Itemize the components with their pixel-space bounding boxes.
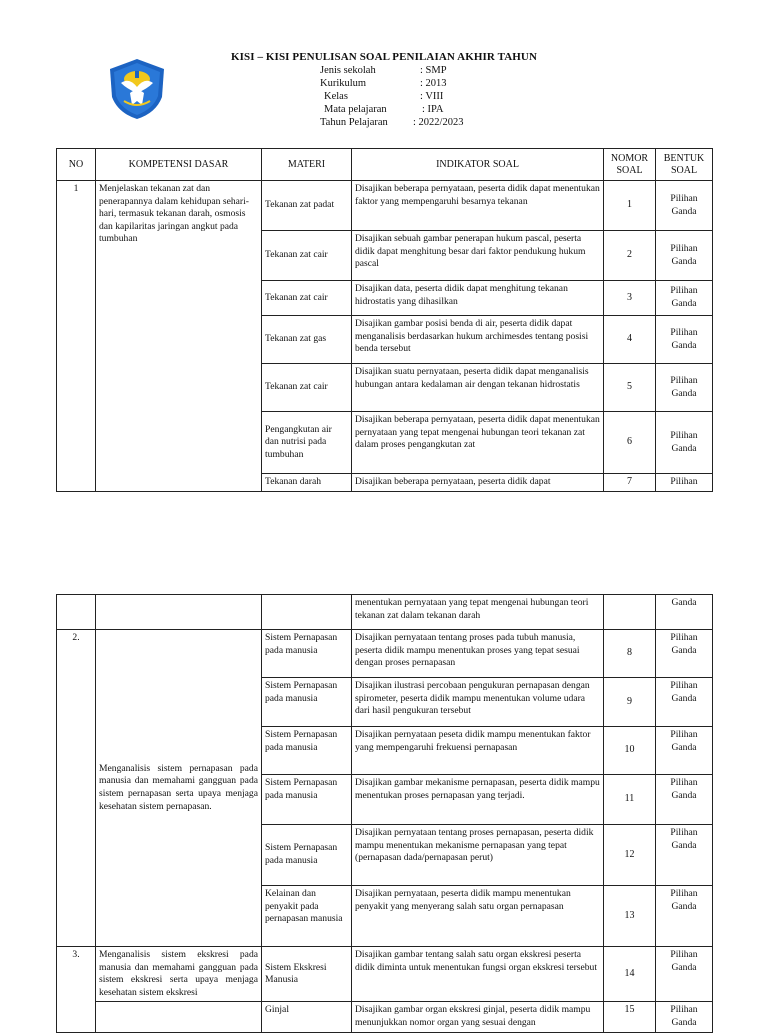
cell-bentuk: Pilihan Ganda — [656, 775, 713, 825]
cell-materi: Tekanan zat gas — [262, 316, 352, 364]
column-header-materi: MATERI — [262, 149, 352, 181]
cell-no: 3. — [57, 947, 96, 1033]
cell-no: 1 — [57, 181, 96, 492]
cell-nomor: 14 — [604, 947, 656, 1002]
cell-indikator: Disajikan gambar organ ekskresi ginjal, peserta didik mampu menunjukkan nomor organ yang sesuai dengan — [352, 1002, 604, 1032]
meta-value: : VIII — [420, 91, 444, 102]
cell-nomor — [604, 595, 656, 630]
cell-indikator: Disajikan pernyataan tentang proses pernapasan, peserta didik mampu menentukan mekanisme pernapasan yang tepat (pernapasan dada/pernapasan perut) — [352, 825, 604, 886]
cell-kompetensi-dasar — [96, 595, 262, 630]
cell-indikator: Disajikan data, peserta didik dapat menghitung tekanan hidrostatis yang dihasilkan — [352, 281, 604, 316]
cell-no — [57, 595, 96, 630]
cell-kompetensi-dasar: Menjelaskan tekanan zat dan penerapannya dalam kehidupan sehari-hari, termasuk tekanan darah, osmosis dan kapilaritas jaringan angkut pada tumbuhan — [96, 181, 262, 492]
cell-bentuk: Pilihan Ganda — [656, 947, 713, 1002]
column-header-indikator-soal: INDIKATOR SOAL — [352, 149, 604, 181]
cell-bentuk: Pilihan Ganda — [656, 364, 713, 412]
meta-value: : SMP — [420, 65, 447, 76]
cell-nomor: 10 — [604, 727, 656, 775]
cell-materi: Sistem Pernapasan pada manusia — [262, 678, 352, 727]
meta-label: Tahun Pelajaran — [320, 117, 388, 128]
cell-indikator: Disajikan suatu pernyataan, peserta didik dapat menganalisis hubungan antara kedalaman air dengan tekanan hidrostatis — [352, 364, 604, 412]
cell-materi: Tekanan darah — [262, 474, 352, 492]
cell-bentuk: Pilihan Ganda — [656, 231, 713, 281]
column-header-bentuk-soal: BENTUK SOAL — [656, 149, 713, 181]
table-header-row — [57, 149, 713, 181]
cell-nomor: 9 — [604, 678, 656, 727]
cell-nomor: 3 — [604, 281, 656, 316]
cell-materi: Pengangkutan air dan nutrisi pada tumbuhan — [262, 412, 352, 474]
cell-materi: Ginjal — [262, 1002, 352, 1032]
meta-value: : IPA — [422, 104, 444, 115]
cell-bentuk: Pilihan Ganda — [656, 886, 713, 947]
cell-bentuk: Pilihan Ganda — [656, 412, 713, 474]
meta-label: Kelas — [324, 91, 348, 102]
cell-indikator: Disajikan beberapa pernyataan, peserta didik dapat — [352, 474, 604, 492]
cell-bentuk: Pilihan Ganda — [656, 1002, 713, 1032]
cell-materi: Tekanan zat cair — [262, 364, 352, 412]
cell-indikator: Disajikan pernyataan tentang proses pada tubuh manusia, peserta didik mampu menentukan proses yang tepat sesuai dengan proses pernapasan — [352, 630, 604, 678]
cell-indikator: Disajikan gambar posisi benda di air, peserta didik dapat menganalisis berdasarkan hukum archimesdes tentang posisi benda tersebut — [352, 316, 604, 364]
cell-indikator: menentukan pernyataan yang tepat mengenai hubungan teori tekanan zat dalam tekanan darah — [352, 595, 604, 630]
cell-bentuk: Pilihan Ganda — [656, 727, 713, 775]
cell-bentuk: Pilihan Ganda — [656, 181, 713, 231]
table-row — [57, 947, 713, 1002]
page-gap — [0, 510, 768, 578]
meta-label: Jenis sekolah — [320, 65, 376, 76]
cell-materi: Sistem Pernapasan pada manusia — [262, 825, 352, 886]
column-header-kompetensi-dasar: KOMPETENSI DASAR — [96, 149, 262, 181]
meta-value: : 2013 — [420, 78, 447, 89]
document-title: KISI – KISI PENULISAN SOAL PENILAIAN AKHIR TAHUN — [230, 51, 538, 63]
cell-bentuk: Ganda — [656, 595, 713, 630]
cell-nomor: 4 — [604, 316, 656, 364]
meta-value: : 2022/2023 — [413, 117, 464, 128]
cell-nomor: 1 — [604, 181, 656, 231]
cell-kompetensi-dasar: Menganalisis sistem ekskresi pada manusia dan memahami gangguan pada sistem ekskresi serta upaya menjaga kesehatan sistem ekskresi — [96, 947, 262, 1002]
table-row — [57, 181, 713, 231]
cell-indikator: Disajikan beberapa pernyataan, peserta didik dapat menentukan pernyataan yang tepat mengenai hubungan teori tekanan zat dalam proses pengangkutan zat — [352, 412, 604, 474]
meta-label: Kurikulum — [320, 78, 367, 89]
cell-indikator: Disajikan beberapa pernyataan, peserta didik dapat menentukan faktor yang mempengaruhi besarnya tekanan — [352, 181, 604, 231]
tut-wuri-handayani-logo-icon — [104, 57, 170, 121]
cell-bentuk: Pilihan Ganda — [656, 281, 713, 316]
document-page-1 — [0, 0, 768, 510]
cell-nomor: 6 — [604, 412, 656, 474]
cell-bentuk: Pilihan — [656, 474, 713, 492]
cell-kompetensi-dasar: Menganalisis sistem pernapasan pada manusia dan memahami gangguan pada sistem pernapasan serta upaya menjaga kesehatan sistem pernapasan. — [96, 630, 262, 947]
cell-nomor: 7 — [604, 474, 656, 492]
cell-indikator: Disajikan ilustrasi percobaan pengukuran pernapasan dengan spirometer, peserta didik mampu menentukan volume udara dari hasil pengukuran tersebut — [352, 678, 604, 727]
kisi-table-page-2 — [56, 594, 713, 1033]
table-row-continued — [57, 595, 713, 630]
cell-nomor: 12 — [604, 825, 656, 886]
cell-bentuk: Pilihan Ganda — [656, 630, 713, 678]
cell-indikator: Disajikan pernyataan peseta didik mampu menentukan faktor yang mempengaruhi frekuensi pernapasan — [352, 727, 604, 775]
document-page-2 — [0, 578, 768, 1028]
cell-materi: Tekanan zat padat — [262, 181, 352, 231]
cell-materi: Sistem Ekskresi Manusia — [262, 947, 352, 1002]
cell-nomor: 13 — [604, 886, 656, 947]
column-header-nomor-soal: NOMOR SOAL — [604, 149, 656, 181]
cell-materi: Sistem Pernapasan pada manusia — [262, 630, 352, 678]
cell-materi: Tekanan zat cair — [262, 281, 352, 316]
cell-nomor: 8 — [604, 630, 656, 678]
cell-materi — [262, 595, 352, 630]
cell-nomor: 11 — [604, 775, 656, 825]
cell-kompetensi-dasar — [96, 1002, 262, 1032]
meta-label: Mata pelajaran — [324, 104, 387, 115]
cell-nomor: 5 — [604, 364, 656, 412]
cell-materi: Tekanan zat cair — [262, 231, 352, 281]
table-row — [57, 630, 713, 678]
cell-materi: Kelainan dan penyakit pada pernapasan manusia — [262, 886, 352, 947]
column-header-no: NO — [57, 149, 96, 181]
cell-indikator: Disajikan sebuah gambar penerapan hukum pascal, peserta didik dapat menghitung besar dari faktor pendukung hukum pascal — [352, 231, 604, 281]
cell-bentuk: Pilihan Ganda — [656, 678, 713, 727]
cell-materi: Sistem Pernapasan pada manusia — [262, 775, 352, 825]
cell-nomor: 2 — [604, 231, 656, 281]
cell-indikator: Disajikan pernyataan, peserta didik mampu menentukan penyakit yang menyerang salah satu organ pernapasan — [352, 886, 604, 947]
cell-indikator: Disajikan gambar mekanisme pernapasan, peserta didik mampu menentukan proses pernapasan yang terjadi. — [352, 775, 604, 825]
cell-indikator: Disajikan gambar tentang salah satu organ ekskresi peserta didik diminta untuk menentukan fungsi organ ekskresi tersebut — [352, 947, 604, 1002]
table-row — [57, 1002, 713, 1032]
cell-no: 2. — [57, 630, 96, 947]
cell-materi: Sistem Pernapasan pada manusia — [262, 727, 352, 775]
cell-nomor: 15 — [604, 1002, 656, 1032]
kisi-table-page-1 — [56, 148, 713, 492]
cell-bentuk: Pilihan Ganda — [656, 825, 713, 886]
cell-bentuk: Pilihan Ganda — [656, 316, 713, 364]
